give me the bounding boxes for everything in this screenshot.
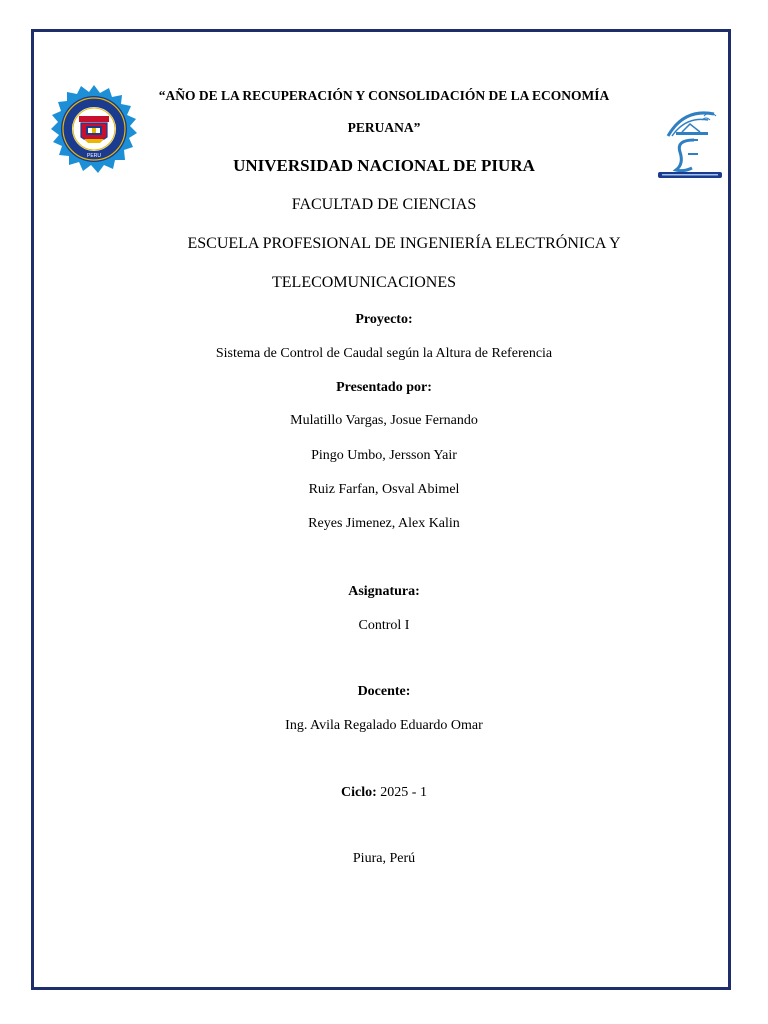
motto-line-2: PERUANA” (347, 120, 421, 135)
teacher-label: Docente: (357, 684, 411, 699)
project-title: Sistema de Control de Caudal según la Altura de Referencia (215, 346, 553, 361)
authors-label: Presentado por: (336, 380, 432, 395)
motto-line-1: “AÑO DE LA RECUPERACIÓN Y CONSOLIDACIÓN DE LA ECONOMÍA (158, 88, 610, 103)
course-name: Control I (358, 618, 410, 633)
faculty-name: FACULTAD DE CIENCIAS (291, 196, 477, 213)
svg-text:PERU: PERU (87, 153, 101, 159)
cycle-label: Ciclo: (341, 785, 377, 800)
author-name: Mulatillo Vargas, Josue Fernando (290, 413, 478, 428)
project-label: Proyecto: (355, 312, 413, 327)
cycle-line (0, 785, 768, 801)
author-name: Reyes Jimenez, Alex Kalin (308, 516, 460, 531)
author-name: Ruiz Farfan, Osval Abimel (308, 482, 460, 497)
course-label: Asignatura: (348, 584, 420, 599)
author-name: Pingo Umbo, Jersson Yair (311, 448, 457, 463)
place: Piura, Perú (352, 851, 416, 866)
school-name-line-1: ESCUELA PROFESIONAL DE INGENIERÍA ELECTRÓNICA Y (187, 235, 621, 252)
university-name: UNIVERSIDAD NACIONAL DE PIURA (233, 156, 535, 175)
school-name-line-2: TELECOMUNICACIONES (272, 274, 456, 291)
cycle-value: 2025 - 1 (380, 785, 427, 800)
teacher-name: Ing. Avila Regalado Eduardo Omar (285, 718, 483, 733)
